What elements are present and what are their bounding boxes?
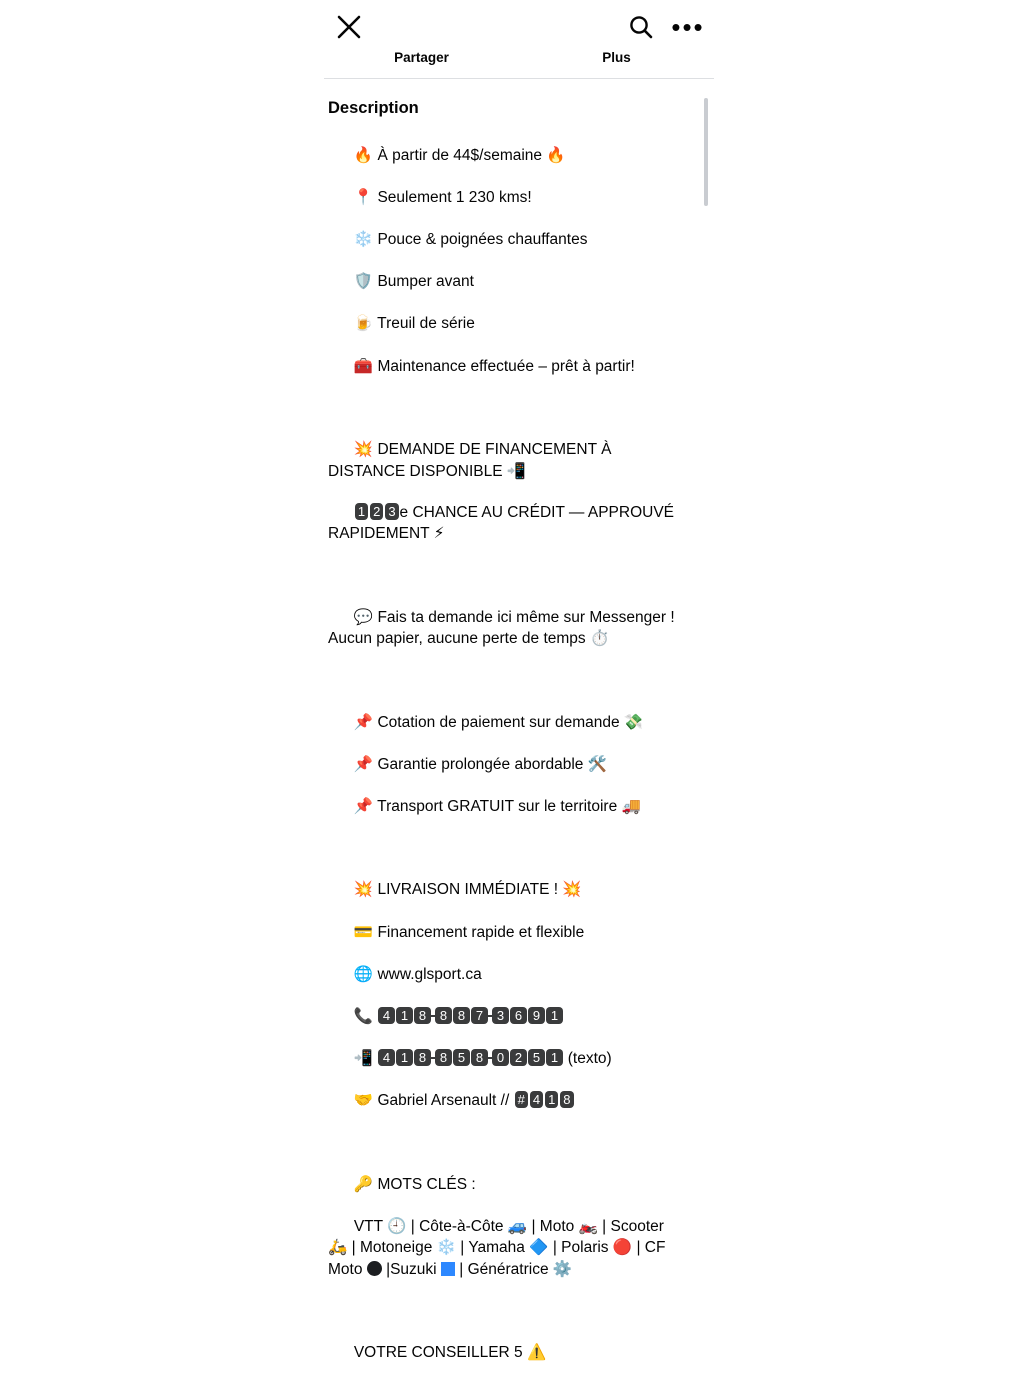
more-options-icon[interactable]: ••• [671,12,705,42]
close-icon[interactable] [330,8,368,46]
share-action[interactable]: Partager [394,50,449,65]
more-action[interactable]: Plus [602,50,631,65]
action-row [324,44,714,78]
header-divider [324,78,714,79]
scrollbar-track[interactable] [707,88,711,768]
description-text: 🔥 À partir de 44$/semaine 🔥 📍 Seulement 1 230 kms! ❄️ Pouce & poignées chauffantes 🛡️ Bumper avant 🍺 Treuil de série 🧰 Maintenance effectuée – prêt à partir! 💥 DEMANDE DE FINANCEMENT À DISTANCE DISPONIBLE 📲 1 2 3 e CHANCE AU CRÉDIT — APPROUVÉ RAPIDEMENT ⚡ 💬 Fais ta demande ici même sur Messenger ! Aucun papier, aucune perte de temps ⏱️ 📌 Cotation de paiement sur demande 💸 📌 Garantie prolongée abordable 🛠️ 📌 Transport GRATUIT sur le territoire 🚚 💥 LIVRAISON IMMÉDIATE ! 💥 💳 Financement rapide et flexible 🌐 www.glsport.ca 📞 4 1 8 8 8 7 3 6 9 1 📲 4 1 8 8 5 8 0 2 5 1 (texto) 🤝 Gabriel Arsenault // # 4 1 8 🔑 MOTS CLÉS : VTT 🕘 | Côte-à-Côte 🚙 | Moto 🏍️ | Scooter 🛵 | Motoneige ❄️ | Yamaha 🔷 | Polaris 🔴 | CF Moto |Suzuki | Génératrice ⚙️ VOTRE CONSEILLER 5 ⚠️ [328,145,679,1362]
search-icon[interactable] [622,8,660,46]
description-heading: Description [328,99,419,117]
scrollbar-thumb[interactable] [704,98,708,206]
description-scroll-area[interactable] [324,80,714,1362]
